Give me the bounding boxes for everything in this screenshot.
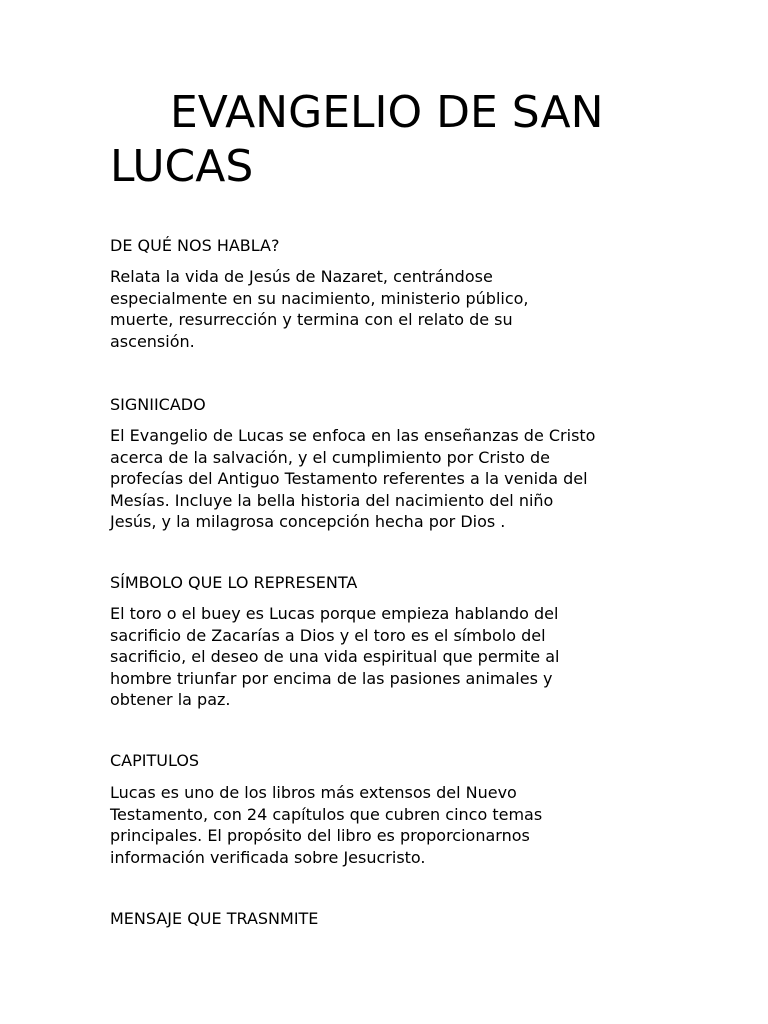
paragraph-line: Testamento, con 24 capítulos que cubren cinco temas (110, 804, 543, 824)
paragraph-line: Lucas es uno de los libros más extensos del Nuevo (110, 783, 517, 802)
section-heading-capitulos: CAPITULOS (110, 751, 200, 770)
paragraph-line: ascensión. (110, 331, 195, 351)
paragraph-line: sacrificio de Zacarías a Dios y el toro es el símbolo del (110, 625, 546, 645)
paragraph-line: información verificada sobre Jesucristo. (110, 847, 426, 867)
paragraph-line: El Evangelio de Lucas se enfoca en las enseñanzas de Cristo (110, 426, 596, 445)
section-heading-significado: SIGNIICADO (110, 395, 206, 414)
paragraph-line: obtener la paz. (110, 690, 231, 709)
paragraph-line: hombre triunfar por encima de las pasiones animales y (110, 668, 553, 688)
section-paragraph-de-que-nos-habla (110, 266, 529, 352)
paragraph-line: principales. El propósito del libro es proporcionarnos (110, 826, 530, 845)
section-heading-de-que-nos-habla: DE QUÉ NOS HABLA? (110, 236, 280, 255)
paragraph-line: sacrificio, el deseo de una vida espiritual que permite al (110, 647, 560, 666)
paragraph-line: especialmente en su nacimiento, ministerio público, (110, 288, 529, 308)
section-heading-mensaje: MENSAJE QUE TRASNMITE (110, 909, 319, 928)
section-paragraph-simbolo (110, 603, 559, 711)
paragraph-line: El toro o el buey es Lucas porque empieza hablando del (110, 604, 559, 623)
document-title: EVANGELIO DE SAN LUCAS (110, 87, 604, 192)
paragraph-line: muerte, resurrección y termina con el relato de su (110, 310, 513, 329)
section-heading-simbolo: SÍMBOLO QUE LO REPRESENTA (110, 573, 358, 592)
paragraph-line: Mesías. Incluye la bella historia del nacimiento del niño (110, 490, 554, 510)
section-paragraph-capitulos (110, 782, 542, 868)
paragraph-line: profecías del Antiguo Testamento referentes a la venida del (110, 469, 588, 488)
paragraph-line: acerca de la salvación, y el cumplimiento por Cristo de (110, 447, 550, 467)
paragraph-line: Jesús, y la milagrosa concepción hecha por Dios . (110, 512, 506, 531)
paragraph-line: Relata la vida de Jesús de Nazaret, centrándose (110, 267, 493, 286)
section-paragraph-significado (110, 425, 595, 533)
